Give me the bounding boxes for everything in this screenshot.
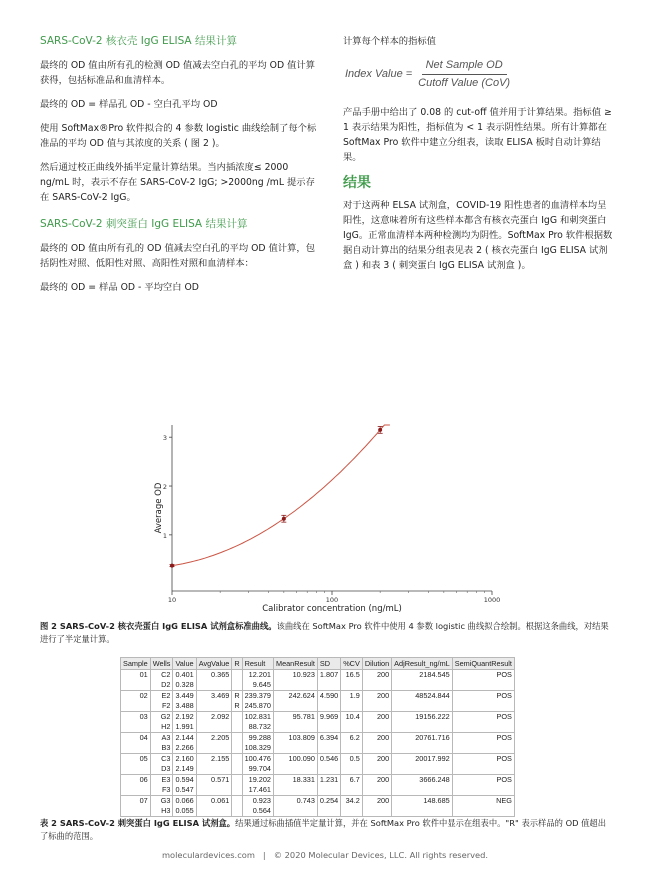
table-cell: 02 [121, 691, 151, 712]
footer-copyright: © 2020 Molecular Devices, LLC. All rights reserved. [273, 850, 489, 860]
paragraph: 产品手册中给出了 0.08 的 cut-off 值并用于计算结果。指标值 ≥ 1 表示结果为阳性，指标值为 < 1 表示阴性结果。所有计算都在 SoftMax Pro 软件中建立分组表，读取 ELISA 板时自动计算结果。 [343, 107, 612, 163]
table-cell: 20017.992 [392, 754, 453, 775]
table-cell: 2.155 [196, 754, 232, 775]
table-cell: POS [452, 712, 514, 733]
table-cell: 3666.248 [392, 775, 453, 796]
table-cell: 34.2 [341, 796, 363, 817]
table-cell: E3 F3 [150, 775, 173, 796]
table-cell: 06 [121, 775, 151, 796]
table-cell: 0.923 0.564 [242, 796, 273, 817]
paragraph: 最终的 OD 值由所有孔的检测 OD 值减去空白孔的平均 OD 值计算获得，包括标准品和血清样本。 [40, 60, 315, 86]
table-header-cell: %CV [341, 658, 363, 670]
table-cell: 0.066 0.055 [173, 796, 196, 817]
table-cell [232, 775, 242, 796]
table-row [121, 775, 515, 796]
table-cell: 0.594 0.547 [173, 775, 196, 796]
results-heading: 结果 [343, 175, 371, 191]
table-cell [232, 712, 242, 733]
table-row [121, 796, 515, 817]
table-header-row [121, 658, 515, 670]
paragraph: 使用 SoftMax®Pro 软件拟合的 4 参数 logistic 曲线绘制了每个标准品的平均 OD 值与其浓度的关系 ( 图 2 )。 [40, 123, 317, 149]
table-row [121, 670, 515, 691]
table-caption-text: 结果通过标曲插值半定量计算，并在 SoftMax Pro 软件中显示在组表中。"R" 表示样品的 OD 值超出了标曲的范围。 [40, 818, 607, 841]
table-cell: 95.781 [273, 712, 317, 733]
footer [0, 848, 650, 863]
y-ticks [163, 434, 172, 540]
table-cell: 242.624 [273, 691, 317, 712]
table-caption-title: 表 2 SARS-CoV-2 刺突蛋白 IgG ELISA 试剂盒。 [40, 818, 236, 828]
table-header-cell: SD [317, 658, 340, 670]
table-cell [232, 733, 242, 754]
table-row [121, 754, 515, 775]
table-cell: 03 [121, 712, 151, 733]
table-cell: 05 [121, 754, 151, 775]
table-header-cell: AdjResult_ng/mL [392, 658, 453, 670]
table-cell: 2.160 2.149 [173, 754, 196, 775]
fit-curve [172, 425, 390, 566]
table-cell: 48524.844 [392, 691, 453, 712]
table-cell: R R [232, 691, 242, 712]
figure-caption [40, 620, 612, 646]
table-header-cell: Result [242, 658, 273, 670]
table-cell: 04 [121, 733, 151, 754]
table-header-cell: Dilution [362, 658, 391, 670]
table-cell [232, 754, 242, 775]
table-cell: 0.571 [196, 775, 232, 796]
standard-curve-chart [150, 420, 500, 620]
table-cell: 99.288 108.329 [242, 733, 273, 754]
table-cell: 200 [362, 754, 391, 775]
table-cell: G3 H3 [150, 796, 173, 817]
table-header-cell: MeanResult [273, 658, 317, 670]
formula-text: 最终的 OD = 样品孔 OD - 空白孔平均 OD [40, 99, 218, 110]
table-cell: 3.449 3.488 [173, 691, 196, 712]
y-tick-label: 1 [162, 531, 167, 540]
table-cell: 100.476 99.704 [242, 754, 273, 775]
footer-site: moleculardevices.com [161, 850, 255, 860]
paragraph: 对于这两种 ELSA 试剂盒，COVID-19 阳性患者的血清样本均呈阳性，这意味着所有这些样本都含有核衣壳蛋白 IgG 和刺突蛋白 IgG。正常血清样本两种检测均为阴性。SoftMax Pro 软件根据数据自动计算出的结果分组表见表 2 ( 核衣壳蛋白 IgG ELISA 试剂盒 ) 和表 3 ( 刺突蛋白 IgG ELISA 试剂盒 )。 [343, 200, 613, 271]
table-cell: 100.090 [273, 754, 317, 775]
table-cell: 2.092 [196, 712, 232, 733]
table-cell: 200 [362, 691, 391, 712]
table-cell: 19156.222 [392, 712, 453, 733]
table-cell: 6.394 [317, 733, 340, 754]
formula-text: 最终的 OD = 样品 OD - 平均空白 OD [40, 282, 199, 293]
table-row [121, 733, 515, 754]
table-cell: C2 D2 [150, 670, 173, 691]
table-cell: POS [452, 691, 514, 712]
table-cell: 16.5 [341, 670, 363, 691]
figure-caption-title: 图 2 SARS-CoV-2 核衣壳蛋白 IgG ELISA 试剂盒标准曲线。 [40, 621, 277, 631]
table-cell: POS [452, 733, 514, 754]
paragraph: 计算每个样本的指标值 [343, 36, 436, 47]
formula-lhs: Index Value = [345, 68, 413, 80]
table-cell: 200 [362, 733, 391, 754]
table-cell: 0.743 [273, 796, 317, 817]
table-cell: 18.331 [273, 775, 317, 796]
y-tick-label: 2 [162, 483, 167, 492]
y-tick-label: 3 [162, 434, 167, 443]
table-cell: 0.254 [317, 796, 340, 817]
table-cell: 1.807 [317, 670, 340, 691]
figure-caption-text: 该曲线在 SoftMax Pro 软件中使用 4 参数 logistic 曲线拟合绘制。根据这条曲线，对结果进行了半定量计算。 [40, 621, 609, 644]
table-cell: 1.9 [341, 691, 363, 712]
table-cell: 4.590 [317, 691, 340, 712]
table-cell: 0.401 0.328 [173, 670, 196, 691]
x-axis-label: Calibrator concentration (ng/mL) [262, 604, 402, 614]
table-cell [232, 796, 242, 817]
formula-numerator: Net Sample OD [422, 58, 507, 75]
section-heading-nucleocapsid: SARS-CoV-2 核衣壳 IgG ELISA 结果计算 [40, 35, 237, 47]
table-cell: 0.061 [196, 796, 232, 817]
chart-svg [150, 420, 500, 620]
x-ticks [168, 591, 500, 604]
table-header-cell: AvgValue [196, 658, 232, 670]
table-cell: 2.205 [196, 733, 232, 754]
table-cell: POS [452, 775, 514, 796]
table-cell: 0.365 [196, 670, 232, 691]
table-cell: 103.809 [273, 733, 317, 754]
x-tick-label: 10 [167, 596, 177, 604]
table-cell: 01 [121, 670, 151, 691]
table-cell: 19.202 17.461 [242, 775, 273, 796]
results-table [120, 657, 515, 817]
y-axis-label: Average OD [154, 482, 164, 534]
table-header-cell: Sample [121, 658, 151, 670]
table-cell: 0.5 [341, 754, 363, 775]
table-header-cell: SemiQuantResult [452, 658, 514, 670]
data-point [282, 517, 286, 521]
table-cell: 200 [362, 796, 391, 817]
table-cell: 12.201 9.645 [242, 670, 273, 691]
table-body [121, 670, 515, 817]
table-cell: 10.923 [273, 670, 317, 691]
table-cell: 102.831 88.732 [242, 712, 273, 733]
table-row [121, 712, 515, 733]
paragraph: 最终的 OD 值由所有孔的 OD 值减去空白孔的平均 OD 值计算，包括阴性对照、低阳性对照、高阳性对照和血清样本： [40, 243, 315, 269]
table-cell: 20761.716 [392, 733, 453, 754]
table-cell: 0.546 [317, 754, 340, 775]
table-cell: 2.192 1.991 [173, 712, 196, 733]
table-cell [232, 670, 242, 691]
table-cell: C3 D3 [150, 754, 173, 775]
data-point [170, 564, 174, 568]
table-cell: G2 H2 [150, 712, 173, 733]
table-cell: 2184.545 [392, 670, 453, 691]
table-cell: 6.2 [341, 733, 363, 754]
table-cell: 6.7 [341, 775, 363, 796]
footer-separator: | [262, 850, 266, 860]
formula-denominator: Cutoff Value (CoV) [418, 77, 511, 89]
index-formula [345, 58, 613, 91]
x-tick-label: 1000 [483, 596, 500, 604]
table-cell: 200 [362, 775, 391, 796]
table-cell: 1.231 [317, 775, 340, 796]
x-tick-label: 100 [325, 596, 339, 604]
table-cell: 200 [362, 670, 391, 691]
data-point [378, 428, 382, 432]
table-cell: 3.469 [196, 691, 232, 712]
formula-fraction [418, 58, 510, 91]
table-header-cell: R [232, 658, 242, 670]
table-header-cell: Value [173, 658, 196, 670]
right-column [343, 34, 613, 282]
table-cell: E2 F2 [150, 691, 173, 712]
table-cell: 10.4 [341, 712, 363, 733]
table-row [121, 691, 515, 712]
data-points [170, 426, 383, 567]
table-cell: 239.379 245.870 [242, 691, 273, 712]
table-cell: 200 [362, 712, 391, 733]
paragraph: 然后通过校正曲线外插半定量计算结果。当内插浓度≤ 2000 ng/mL 时，表示不存在 SARS-CoV-2 IgG; >2000ng /mL 提示存在 SARS-CoV-2 IgG。 [40, 162, 315, 203]
table-header-cell: Wells [150, 658, 173, 670]
table-cell: 2.144 2.266 [173, 733, 196, 754]
table-cell: POS [452, 754, 514, 775]
table-cell: 07 [121, 796, 151, 817]
table-cell: 9.969 [317, 712, 340, 733]
table-caption [40, 817, 612, 843]
table-cell: 148.685 [392, 796, 453, 817]
left-column [40, 34, 318, 304]
table-cell: NEG [452, 796, 514, 817]
section-heading-spike: SARS-CoV-2 刺突蛋白 IgG ELISA 结果计算 [40, 218, 248, 230]
table-cell: A3 B3 [150, 733, 173, 754]
table-cell: POS [452, 670, 514, 691]
